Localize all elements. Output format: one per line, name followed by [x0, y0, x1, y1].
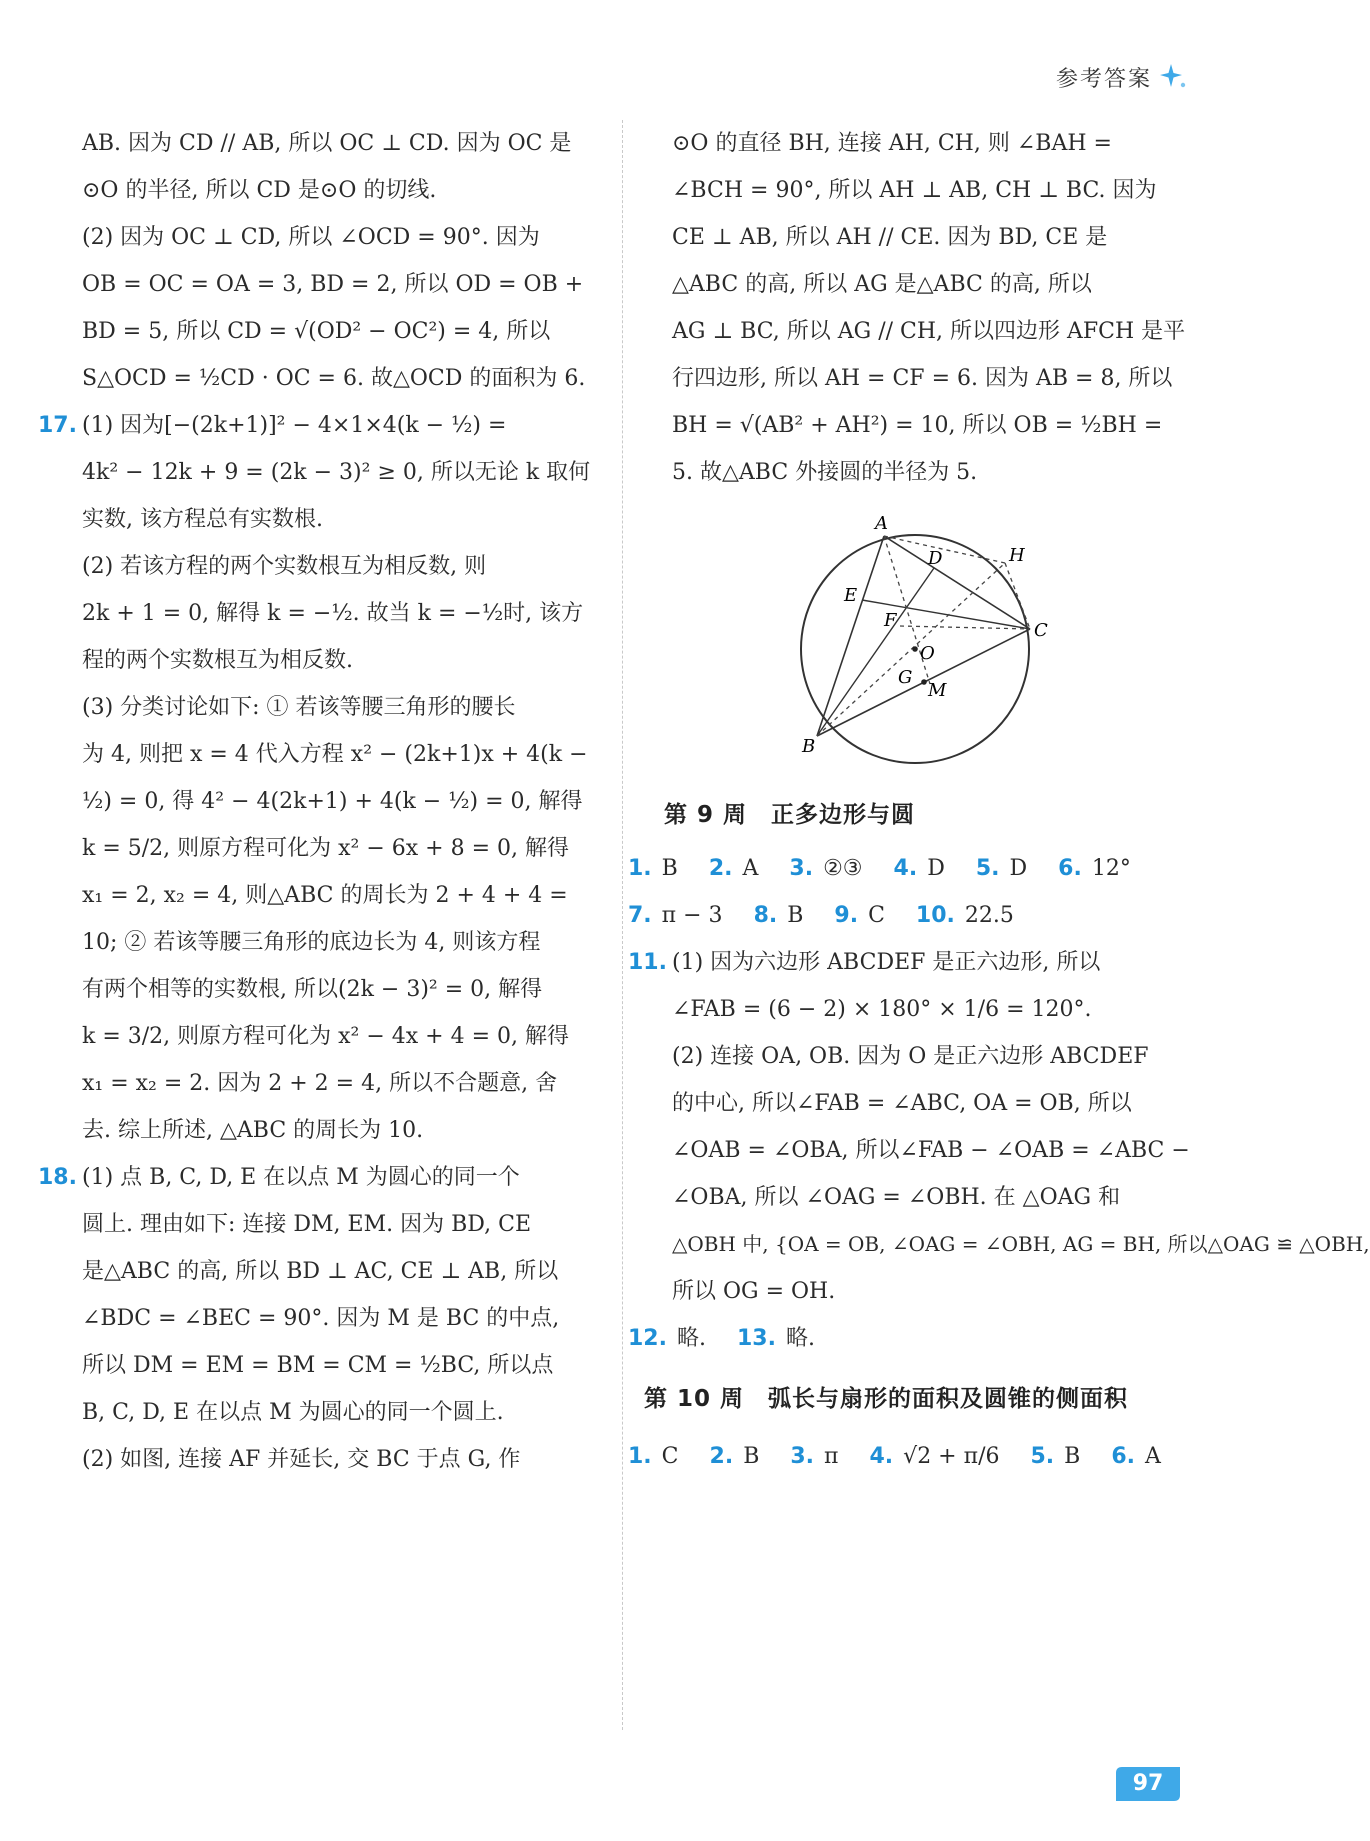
text-line: 为 4, 则把 x = 4 代入方程 x² − (2k+1)x + 4(k − — [82, 742, 588, 767]
text-line: AG ⊥ BC, 所以 AG // CH, 所以四边形 AFCH 是平 — [672, 319, 1186, 344]
answer-18-continuation — [672, 120, 1192, 496]
answer-17 — [38, 402, 591, 1154]
text-line: AB. 因为 CD // AB, 所以 OC ⊥ CD. 因为 OC 是 — [82, 131, 572, 156]
week-10-section — [628, 1376, 1192, 1480]
choice-answer: 6. 12° — [1058, 856, 1131, 881]
choice-answer: 2. A — [708, 856, 759, 881]
label-point-d: D — [928, 548, 943, 569]
text-line: ∠OAB = ∠OBA, 所以∠FAB − ∠OAB = ∠ABC − — [672, 1138, 1190, 1163]
text-line: 圆上. 理由如下: 连接 DM, EM. 因为 BD, CE — [82, 1212, 532, 1237]
answer-18 — [38, 1154, 582, 1483]
text-line: (2) 连接 OA, OB. 因为 O 是正六边形 ABCDEF — [672, 1044, 1149, 1069]
label-point-a: A — [875, 513, 888, 534]
section-title: 第 9 周 正多边形与圆 — [664, 802, 916, 828]
text-line: 有两个相等的实数根, 所以(2k − 3)² = 0, 解得 — [82, 977, 543, 1002]
text-line: k = 3/2, 则原方程可化为 x² − 4x + 4 = 0, 解得 — [82, 1024, 570, 1049]
text-line: 实数, 该方程总有实数根. — [82, 507, 323, 532]
text-line: CE ⊥ AB, 所以 AH // CE. 因为 BD, CE 是 — [672, 225, 1108, 250]
question-number: 11. — [628, 950, 667, 975]
choice-answer: 9. C — [834, 903, 885, 928]
choice-answer: 5. B — [1030, 1444, 1081, 1469]
text-line: ∠FAB = (6 − 2) × 180° × 1/6 = 120°. — [672, 997, 1092, 1022]
choice-answer: 3. ②③ — [789, 856, 863, 881]
label-point-f: F — [884, 610, 897, 631]
choice-answer: 5. D — [975, 856, 1028, 881]
text-line: (1) 因为[−(2k+1)]² − 4×1×4(k − ½) = — [82, 413, 507, 438]
label-point-c: C — [1034, 620, 1048, 641]
label-point-o: O — [920, 643, 935, 664]
text-line: OB = OC = OA = 3, BD = 2, 所以 OD = OB + — [82, 272, 584, 297]
text-line: ⊙O 的直径 BH, 连接 AH, CH, 则 ∠BAH = — [672, 131, 1112, 156]
text-line: △ABC 的高, 所以 AG 是△ABC 的高, 所以 — [672, 272, 1092, 297]
answer-12: 12. 略. — [628, 1326, 706, 1351]
answers-12-13 — [628, 1315, 1192, 1362]
choice-answer: 3. π — [790, 1444, 839, 1469]
choice-answer: 4. √2 + π/6 — [869, 1444, 1000, 1469]
text-line: (3) 分类讨论如下: ① 若该等腰三角形的腰长 — [82, 695, 516, 720]
label-point-h: H — [1009, 545, 1025, 566]
answer-11 — [628, 939, 1370, 1315]
text-line: 程的两个实数根互为相反数. — [82, 648, 353, 673]
text-line: ⊙O 的半径, 所以 CD 是⊙O 的切线. — [82, 178, 437, 203]
text-line: 行四边形, 所以 AH = CF = 6. 因为 AB = 8, 所以 — [672, 366, 1173, 391]
answer-13: 13. 略. — [736, 1326, 815, 1351]
text-line: (1) 点 B, C, D, E 在以点 M 为圆心的同一个 — [82, 1165, 520, 1190]
text-line: (2) 如图, 连接 AF 并延长, 交 BC 于点 G, 作 — [82, 1447, 521, 1472]
text-line: 5. 故△ABC 外接圆的半径为 5. — [672, 460, 978, 485]
text-line: ∠OBA, 所以 ∠OAG = ∠OBH. 在 △OAG 和 — [672, 1185, 1121, 1210]
sparkle-star-icon — [1158, 62, 1188, 92]
text-line: 去. 综上所述, △ABC 的周长为 10. — [82, 1118, 424, 1143]
text-line: x₁ = 2, x₂ = 4, 则△ABC 的周长为 2 + 4 + 4 = — [82, 883, 568, 908]
header-title: 参考答案 — [1055, 66, 1152, 92]
choice-answers-row — [628, 1433, 1192, 1480]
text-line: △OBH 中, {OA = OB, ∠OAG = ∠OBH, AG = BH, 所以△OAG ≌ △OBH, — [672, 1232, 1370, 1256]
page-number-badge — [1116, 1767, 1180, 1801]
choice-answer: 10. 22.5 — [915, 903, 1014, 928]
text-line: BH = √(AB² + AH²) = 10, 所以 OB = ½BH = — [672, 413, 1163, 438]
choice-answer: 2. B — [709, 1444, 760, 1469]
text-line: k = 5/2, 则原方程可化为 x² − 6x + 8 = 0, 解得 — [82, 836, 570, 861]
choice-answer: 1. B — [628, 856, 678, 881]
text-line: ½) = 0, 得 4² − 4(2k+1) + 4(k − ½) = 0, 解得 — [82, 789, 583, 814]
choice-answer: 4. D — [893, 856, 945, 881]
text-line: 4k² − 12k + 9 = (2k − 3)² ≥ 0, 所以无论 k 取何 — [82, 460, 591, 485]
choice-answer: 8. B — [753, 903, 804, 928]
left-column — [38, 120, 591, 1483]
label-point-b: B — [802, 736, 816, 757]
choice-answers-row — [628, 845, 1192, 892]
question-number: 18. — [38, 1165, 77, 1190]
text-line: S△OCD = ½CD · OC = 6. 故△OCD 的面积为 6. — [82, 366, 586, 391]
text-line: 所以 OG = OH. — [672, 1279, 836, 1304]
question-number: 17. — [38, 413, 77, 438]
text-line: ∠BDC = ∠BEC = 90°. 因为 M 是 BC 的中点, — [82, 1306, 560, 1331]
label-point-g: G — [898, 667, 913, 688]
label-point-m: M — [928, 680, 947, 701]
text-line: 10; ② 若该等腰三角形的底边长为 4, 则该方程 — [82, 930, 541, 955]
circle-geometry-figure — [672, 496, 1192, 786]
page-number: 97 — [1132, 1771, 1164, 1796]
choice-answers-row — [628, 892, 1192, 939]
text-line: ∠BCH = 90°, 所以 AH ⊥ AB, CH ⊥ BC. 因为 — [672, 178, 1157, 203]
section-title: 第 10 周 弧长与扇形的面积及圆锥的侧面积 — [644, 1386, 1129, 1412]
figure-svg — [672, 496, 1192, 786]
text-line: (2) 因为 OC ⊥ CD, 所以 ∠OCD = 90°. 因为 — [82, 225, 540, 250]
week-9-section — [628, 792, 1370, 1362]
text-line: 的中心, 所以∠FAB = ∠ABC, OA = OB, 所以 — [672, 1091, 1132, 1116]
text-line: (2) 若该方程的两个实数根互为相反数, 则 — [82, 554, 487, 579]
choice-answer: 6. A — [1111, 1444, 1161, 1469]
right-column — [628, 120, 1370, 1480]
text-line: 所以 DM = EM = BM = CM = ½BC, 所以点 — [82, 1353, 554, 1378]
text-line: 是△ABC 的高, 所以 BD ⊥ AC, CE ⊥ AB, 所以 — [82, 1259, 559, 1284]
text-line: B, C, D, E 在以点 M 为圆心的同一个圆上. — [82, 1400, 504, 1425]
label-point-e: E — [844, 585, 858, 606]
choice-answer: 1. C — [628, 1444, 679, 1469]
text-line: 2k + 1 = 0, 解得 k = −½. 故当 k = −½时, 该方 — [82, 601, 584, 626]
choice-answer: 7. π − 3 — [628, 903, 723, 928]
text-line: (1) 因为六边形 ABCDEF 是正六边形, 所以 — [672, 950, 1101, 975]
answer-16-continuation — [82, 120, 586, 402]
column-divider — [622, 120, 623, 1730]
page-header — [1056, 60, 1188, 94]
text-line: x₁ = x₂ = 2. 因为 2 + 2 = 4, 所以不合题意, 舍 — [82, 1071, 558, 1096]
text-line: BD = 5, 所以 CD = √(OD² − OC²) = 4, 所以 — [82, 319, 551, 344]
